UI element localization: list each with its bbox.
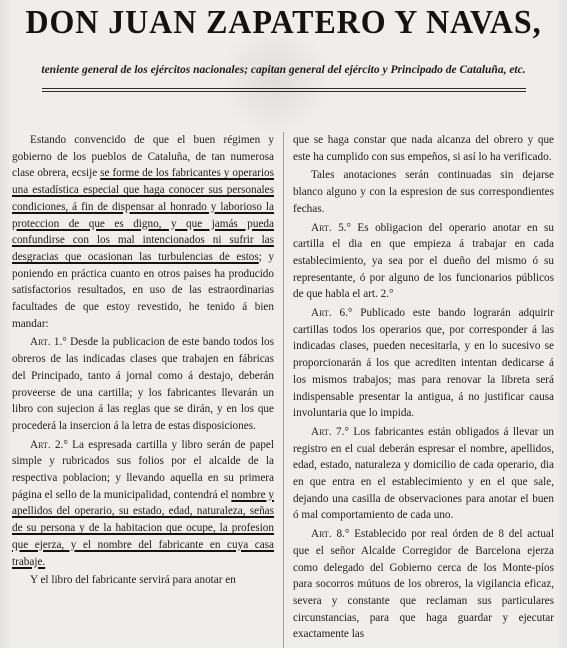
article-7-text: Los fabricantes están obligados á llevar un registro en el cual deberán espresar el nombre, apellidos, edad, estado, naturaleza y domicilio de cada operario, dia en que entra en el establecimiento y en el que sale, dejando una casilla de observaciones para anotar el buen ó mal comportamiento de cada uno. <box>293 425 554 522</box>
preamble-text-b: ; y poniendo en práctica cuanto en otros paises ha producido satisfactorios resultados, en uso de las estraordinarias facultades de que estoy revestido, he tenido á bien mandar: <box>12 250 274 330</box>
left-last-paragraph: Y el libro del fabricante servirá para anotar en <box>30 574 236 587</box>
article-5-paragraph <box>293 220 554 304</box>
article-2-underlined-text: nombre y apellidos del operario, su estado, edad, naturaleza, señas de su persona y de la habitacion que ocupe, la profesion que ejerza, y el nombre del fabricante en cuya casa trabaje. <box>12 488 274 568</box>
article-7-paragraph <box>293 424 554 524</box>
article-8-label: Art. 8.° <box>311 528 350 541</box>
column-divider <box>283 132 284 648</box>
preamble-underlined-text: se forme de los fabricantes y operarios una estadística especial que haga conocer sus personales condiciones, á fin de dispensar al honrado y laborioso la proteccion de que es digno, y que jamás pueda confundirse con los mal intencionados ni sufrir las desgracias que ocasionan las turbulencias de estos <box>12 167 274 263</box>
article-6-text: Publicado este bando lograrán adquirir cartillas todos los operarios que, por corresponder á las indicadas clases, pueden necesitarla, y en lo sucesivo se proporcionarán á los que acrediten intentan dedicarse á los mismos trabajos; mas para renovar la libreta será indispensable presentar la antigua, á no justificar causa involuntaria que lo impida. <box>293 307 554 420</box>
article-2-label: Art. 2.° <box>30 438 68 451</box>
article-2-paragraph <box>12 437 274 571</box>
annotations-paragraph: Tales anotaciones serán continuadas sin dejarse blanco alguno y con la espresion de sus correspondientes fechas. <box>293 169 554 215</box>
article-1-text: Desde la publicacion de este bando todos los obreros de las indicadas clases que trabajen en fábricas del Principado, tanto á jornal como á destajo, deberán proveerse de una cartilla; y los fabricantes llevarán un libro con sujecion á las reglas que se dirán, y en los que procederá la insercion á la letra de estas disposiciones. <box>12 336 274 432</box>
header-rule-top <box>42 88 526 89</box>
left-column <box>12 132 274 648</box>
article-1-label: Art. 1.° <box>30 336 67 349</box>
article-1-paragraph <box>12 334 274 434</box>
article-8-text: Establecido por real órden de 8 del actual que el señor Alcalde Corregidor de Barcelona ejerza como delegado del Gobierno cerca de los Monte-píos para socorros mútuos de los obreros, la vigilancia eficaz, severa y constante que reclaman sus particulares circunstancias, para que haga guardar y ejecutar exactamente las <box>293 528 554 641</box>
right-continuation-paragraph: que se haga constar que nada alcanza del obrero y que este ha cumplido con sus empeños, si así lo ha verificado. <box>293 134 554 163</box>
document-subtitle: teniente general de los ejércitos nacionales; capitan general del ejército y Principado de Cataluña, etc. <box>41 64 526 76</box>
article-5-label: Art. 5.° <box>311 221 351 234</box>
article-8-paragraph <box>293 526 554 643</box>
right-column <box>293 132 554 648</box>
preamble-paragraph <box>12 132 274 332</box>
article-6-paragraph <box>293 305 554 422</box>
article-7-label: Art. 7.° <box>311 425 349 438</box>
preamble-text-a: Estando convencido de que el buen régimen y gobierno de los pueblos de Cataluña, de tan numerosa clase obrera, ecsije <box>12 134 274 180</box>
article-2-text-a: La espresada cartilla y libro serán de papel simple y rubricados sus folios por el alcalde de la respectiva poblacion; y llevando aquella en su primera página el sello de la municipalidad, contendrá el <box>12 438 274 501</box>
document-title: DON JUAN ZAPATERO Y NAVAS, <box>25 4 542 41</box>
article-6-label: Art. 6.° <box>311 307 353 320</box>
header-rule-bottom <box>42 91 526 92</box>
article-5-text: Es obligacion del operario anotar en su cartilla el dia en que empieza á trabajar en cada establecimiento, ya sea por el dueño del mismo ó su representante, ó por alguno de los funcionarios públicos de que habla el art. 2.° <box>293 221 554 301</box>
